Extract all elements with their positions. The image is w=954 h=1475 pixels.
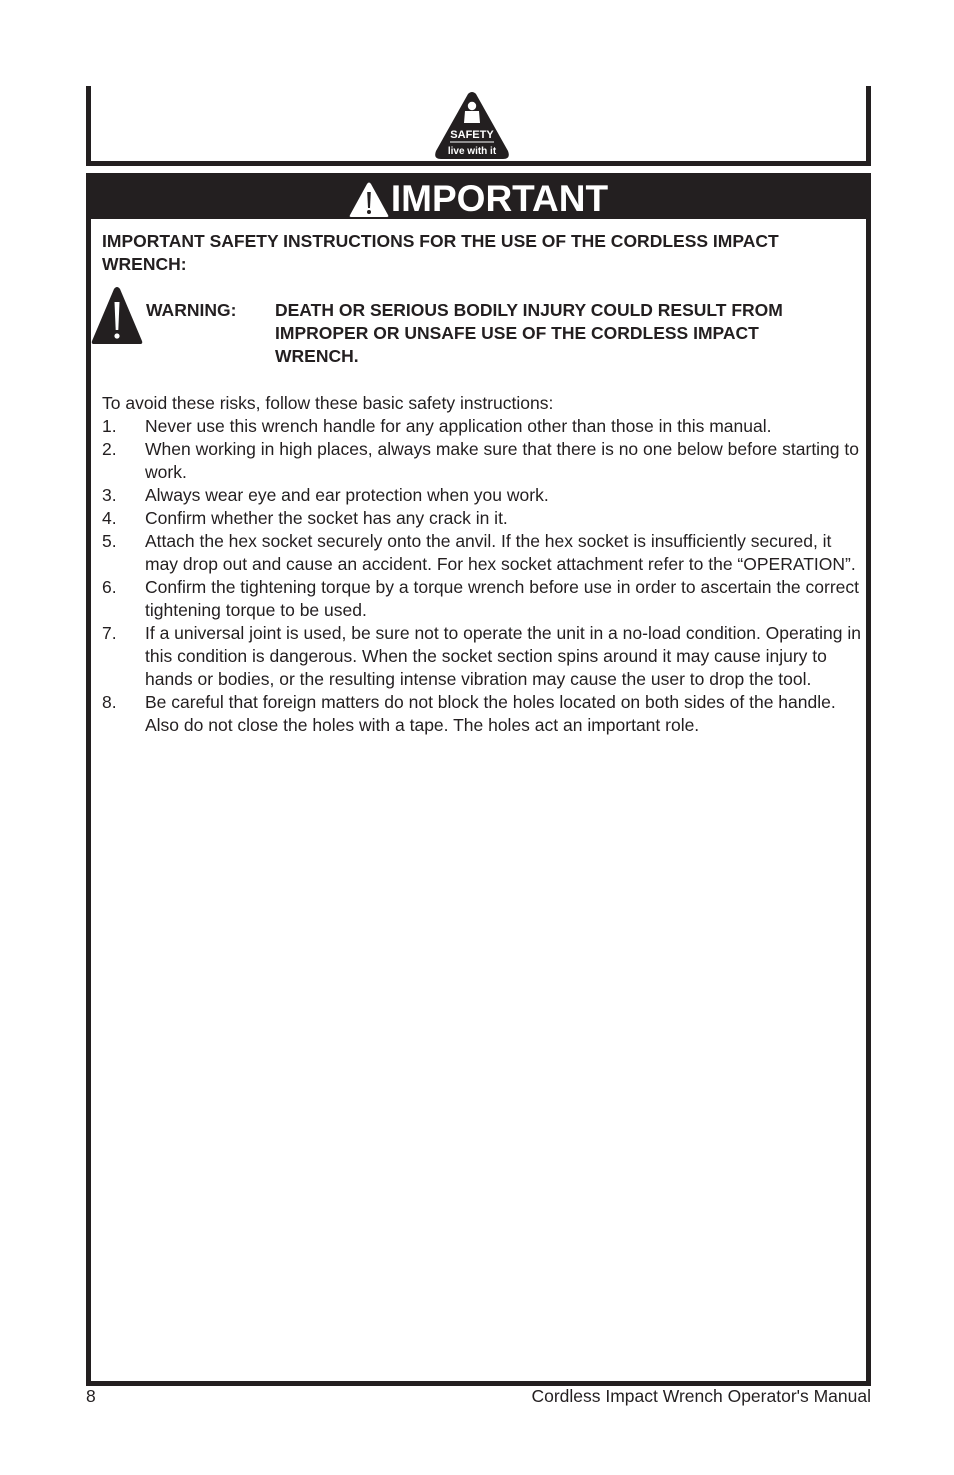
warning-label: WARNING:	[146, 300, 237, 320]
item-number: 1.	[102, 416, 117, 436]
warning-text: DEATH OR SERIOUS BODILY INJURY COULD RESULT FROM IMPROPER OR UNSAFE USE OF THE CORDLESS IMPACT WRENCH.	[275, 300, 783, 366]
important-panel	[86, 173, 871, 1386]
item-number: 2.	[102, 439, 117, 459]
item-number: 4.	[102, 508, 117, 528]
logo-line2: live with it	[447, 146, 497, 157]
list-item	[102, 530, 862, 576]
list-item	[102, 484, 862, 507]
item-text: Never use this wrench handle for any application other than those in this manual.	[145, 416, 772, 436]
warning-triangle-icon	[349, 182, 389, 218]
item-number: 7.	[102, 623, 117, 643]
list-item	[102, 507, 862, 530]
item-text: Attach the hex socket securely onto the anvil. If the hex socket is insufficiently secured, it may drop out and cause an accident. For hex socket attachment refer to the “OPERATION”.	[145, 531, 856, 574]
important-banner	[91, 178, 866, 219]
intro-text: To avoid these risks, follow these basic safety instructions:	[102, 393, 554, 413]
item-text: Confirm the tightening torque by a torque wrench before use in order to ascertain the correct tightening torque to be used.	[145, 577, 860, 620]
page-number: 8	[86, 1386, 96, 1406]
item-text: Confirm whether the socket has any crack in it.	[145, 508, 508, 528]
list-item	[102, 415, 862, 438]
section-heading: IMPORTANT SAFETY INSTRUCTIONS FOR THE USE OF THE CORDLESS IMPACT WRENCH:	[102, 231, 779, 274]
item-text: If a universal joint is used, be sure not to operate the unit in a no-load condition. Operating in this condition is dangerous. When the socket section spins around it may cause injury to hands or bodies, or the resulting intense vibration may cause the user to drop the tool.	[145, 623, 862, 689]
item-number: 6.	[102, 577, 117, 597]
manual-title: Cordless Impact Wrench Operator's Manual	[531, 1386, 871, 1406]
banner-title: IMPORTANT	[390, 178, 609, 219]
item-text: When working in high places, always make sure that there is no one below before starting to work.	[145, 439, 859, 482]
list-item	[102, 438, 862, 484]
logo-line1: SAFETY	[450, 129, 494, 141]
item-number: 3.	[102, 485, 117, 505]
list-item	[102, 576, 862, 622]
item-number: 8.	[102, 692, 117, 712]
warning-triangle-icon	[91, 286, 143, 344]
list-item	[102, 691, 862, 737]
item-number: 5.	[102, 531, 117, 551]
list-item	[102, 622, 862, 691]
item-text: Be careful that foreign matters do not block the holes located on both sides of the handle. Also do not close the holes with a tape. The holes act an important role.	[145, 692, 836, 735]
instruction-list	[102, 415, 862, 737]
safety-live-with-it-icon	[433, 91, 511, 161]
item-text: Always wear eye and ear protection when you work.	[145, 485, 549, 505]
